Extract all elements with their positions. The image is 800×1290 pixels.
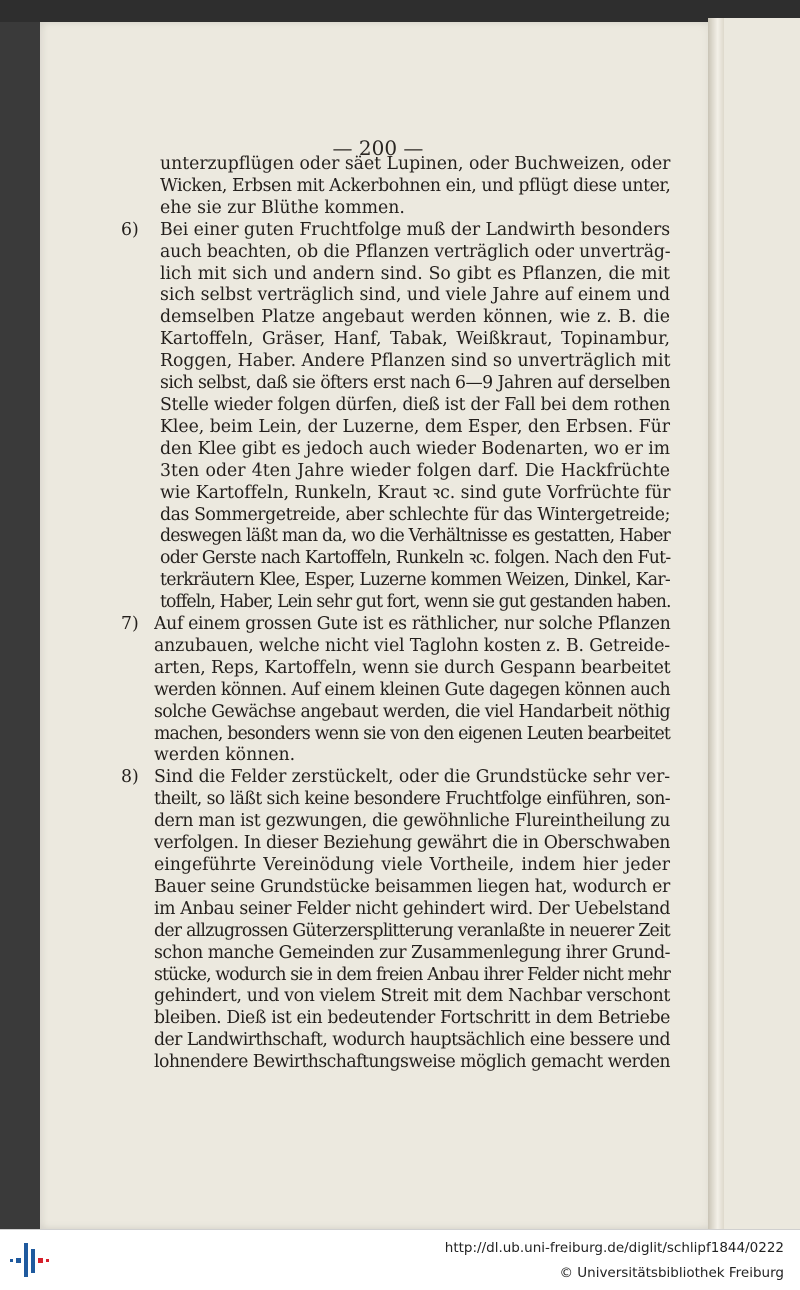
text-line: lohnendere Bewirthschaftungsweise möglich gemacht werden [154, 1052, 670, 1073]
text-line: schon manche Gemeinden zur Zusammenlegung ihrer Grund- [154, 942, 670, 963]
text-line: oder Gerste nach Kartoffeln, Runkeln ꝛc. folgen. Nach den Fut- [160, 548, 671, 569]
text-line: Klee, beim Lein, der Luzerne, dem Esper, den Erbsen. Für [160, 416, 670, 437]
copyright-text: © Universitätsbibliothek Freiburg [559, 1265, 784, 1281]
text-line: solche Gewächse angebaut werden, die viel Handarbeit nöthig [154, 701, 670, 722]
text-line: deswegen läßt man da, wo die Verhältnisse es gestatten, Haber [160, 526, 670, 547]
text-line: Kartoffeln, Gräser, Hanf, Tabak, Weißkraut, Topinambur, [160, 329, 670, 350]
text-line: gehindert, und von vielem Streit mit dem Nachbar verschont [154, 986, 670, 1007]
text-line: bleiben. Dieß ist ein bedeutender Fortschritt in dem Betriebe [154, 1008, 670, 1029]
item-number: 6) [121, 219, 139, 240]
text-line: Bauer seine Grundstücke beisammen liegen hat, wodurch er [154, 876, 670, 897]
text-line: sich selbst verträglich sind, und viele Jahre auf einem und [160, 285, 670, 306]
item-number: 7) [121, 614, 139, 635]
text-line: 3ten oder 4ten Jahre wieder folgen darf. Die Hackfrüchte [160, 460, 670, 481]
scan-border-top [0, 0, 800, 22]
text-line: toffeln, Haber, Lein sehr gut fort, wenn sie gut gestanden haben. [160, 592, 671, 613]
item-7 [121, 614, 672, 767]
text-line: Bei einer guten Fruchtfolge muß der Landwirth besonders [160, 219, 670, 240]
text-line: das Sommergetreide, aber schlechte für das Wintergetreide; [160, 504, 670, 525]
viewer-footer [0, 1229, 800, 1290]
text-line: im Anbau seiner Felder nicht gehindert wird. Der Uebelstand [154, 898, 670, 919]
text-line: den Klee gibt es jedoch auch wieder Bodenarten, wo er im [160, 438, 670, 459]
text-line: dern man ist gezwungen, die gewöhnliche Flureintheilung zu [154, 811, 670, 832]
text-line: Stelle wieder folgen dürfen, dieß ist der Fall bei dem rothen [160, 394, 670, 415]
text-line: Auf einem grossen Gute ist es räthlicher, nur solche Pflanzen [154, 614, 671, 635]
item-8 [121, 767, 672, 1074]
text-line: machen, besonders wenn sie von den eigenen Leuten bearbeitet [154, 723, 670, 744]
text-line: verfolgen. In dieser Beziehung gewährt die in Oberschwaben [154, 833, 670, 854]
page-number: — 200 — [332, 136, 424, 160]
text-line: Roggen, Haber. Andere Pflanzen sind so unverträglich mit [160, 351, 671, 372]
text-line: sich selbst, daß sie öfters erst nach 6—9 Jahren auf derselben [160, 373, 670, 394]
text-line: ehe sie zur Blüthe kommen. [160, 197, 405, 218]
book-gutter [708, 18, 724, 1229]
item-number: 8) [121, 767, 139, 788]
text-line: stücke, wodurch sie in dem freien Anbau ihrer Felder nicht mehr [154, 964, 670, 985]
adjacent-page-edge [724, 18, 800, 1229]
ub-freiburg-logo-icon[interactable] [10, 1241, 50, 1279]
text-line: auch beachten, ob die Pflanzen verträglich oder unverträg- [160, 241, 671, 262]
text-line: lich mit sich und andern sind. So gibt es Pflanzen, die mit [160, 263, 670, 284]
text-line: werden können. [154, 745, 296, 766]
text-line: der allzugrossen Güterzersplitterung veranlaßte in neuerer Zeit [154, 920, 670, 941]
text-line: eingeführte Vereinödung viele Vortheile, indem hier jeder [154, 855, 670, 875]
text-line: arten, Reps, Kartoffeln, wenn sie durch Gespann bearbeitet [154, 657, 671, 678]
text-line: werden können. Auf einem kleinen Gute dagegen können auch [154, 679, 670, 700]
text-line: wie Kartoffeln, Runkeln, Kraut ꝛc. sind gute Vorfrüchte für [160, 482, 671, 503]
text-line: demselben Platze angebaut werden können, wie z. B. die [160, 307, 670, 328]
text-line: der Landwirthschaft, wodurch hauptsächlich eine bessere und [154, 1030, 670, 1051]
intro-paragraph [152, 154, 672, 220]
page-text [121, 154, 672, 1074]
item-6 [121, 219, 672, 614]
text-line: anzubauen, welche nicht viel Taglohn kosten z. B. Getreide- [154, 635, 670, 656]
text-line: theilt, so läßt sich keine besondere Fruchtfolge einführen, son- [154, 789, 670, 810]
text-line: unterzupflügen oder säet Lupinen, oder Buchweizen, oder [160, 154, 671, 174]
text-line: Sind die Felder zerstückelt, oder die Grundstücke sehr ver- [154, 767, 670, 788]
text-line: Wicken, Erbsen mit Ackerbohnen ein, und pflügt diese unter, [160, 175, 671, 196]
document-url-link[interactable]: http://dl.ub.uni-freiburg.de/diglit/schlipf1844/0222 [444, 1240, 784, 1256]
text-line: terkräutern Klee, Esper, Luzerne kommen Weizen, Dinkel, Kar- [160, 570, 670, 591]
